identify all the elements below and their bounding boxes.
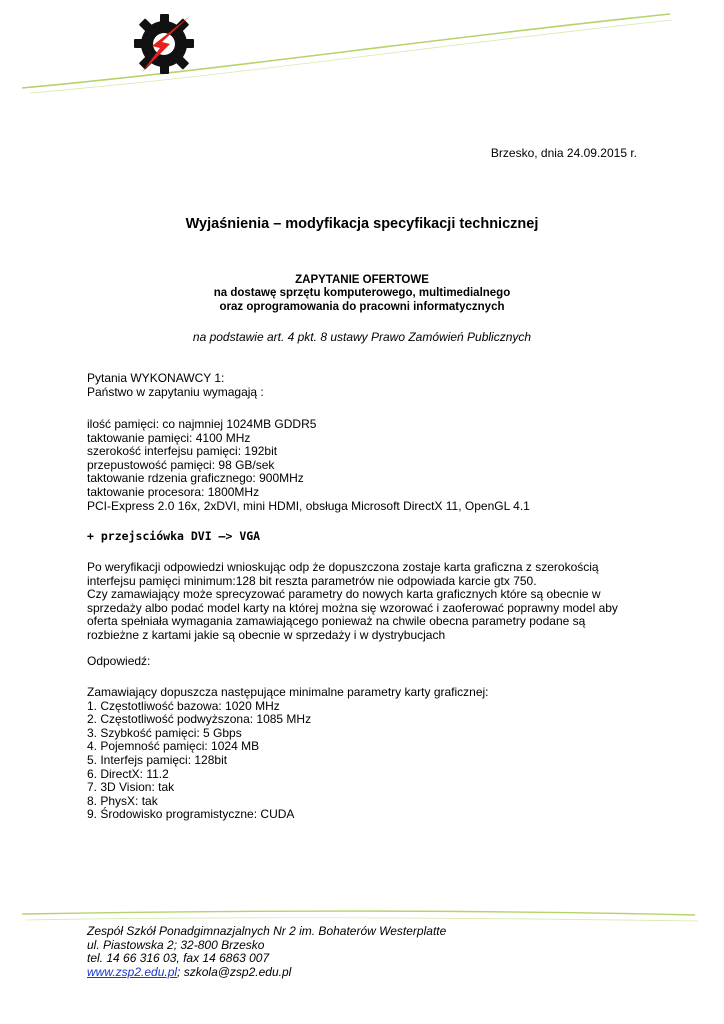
spec-item: przepustowość pamięci: 98 GB/sek — [87, 457, 275, 472]
answer-item: 7. 3D Vision: tak — [87, 780, 175, 795]
legal-basis: na podstawie art. 4 pkt. 8 ustawy Prawo Zamówień Publicznych — [192, 330, 532, 344]
spec-item: szerokość interfejsu pamięci: 192bit — [87, 444, 278, 459]
answer-item: 1. Częstotliwość bazowa: 1020 MHz — [87, 698, 280, 713]
question-line: Państwo w zapytaniu wymagają : — [87, 384, 264, 399]
spec-item: taktowanie procesora: 1800MHz — [87, 484, 260, 499]
answer-item: 4. Pojemność pamięci: 1024 MB — [87, 739, 260, 754]
inquiry-heading: ZAPYTANIE OFERTOWE — [295, 274, 429, 286]
answer-item: 8. PhysX: tak — [87, 793, 158, 808]
question-intro — [87, 372, 264, 399]
answer-item: 6. DirectX: 11.2 — [87, 766, 169, 781]
document-title: Wyjaśnienia – modyfikacja specyfikacji technicznej — [185, 216, 539, 232]
website-link[interactable]: www.zsp2.edu.pl — [87, 964, 178, 979]
analysis-line: rozbieżne z kartami jakie są obecnie w sprzedaży i w dystrybucjach — [87, 627, 446, 642]
spec-item: ilość pamięci: co najmniej 1024MB GDDR5 — [87, 417, 317, 431]
analysis-paragraph — [87, 561, 618, 643]
footer-school-name: Zespół Szkół Ponadgimnazjalnych Nr 2 im. Bohaterów Westerplatte — [87, 924, 447, 938]
email-text: szkola@zsp2.edu.pl — [180, 964, 292, 979]
spec-item: taktowanie pamięci: 4100 MHz — [87, 430, 251, 445]
adapter-requirement: + przejsciówka DVI –> VGA — [87, 529, 261, 543]
header-swoosh-line — [0, 0, 724, 110]
footer-contact — [87, 966, 446, 980]
date-line: Brzesko, dnia 24.09.2015 r. — [490, 146, 637, 160]
spec-item: taktowanie rdzenia graficznego: 900MHz — [87, 471, 304, 486]
question-line: Pytania WYKONAWCY 1: — [87, 371, 225, 385]
answer-label: Odpowiedź: — [87, 654, 151, 668]
gear-lightning-logo-icon — [132, 12, 196, 76]
analysis-line: oferta spełniała wymagania zamawiającego ponieważ na chwile obecna parametry podane są — [87, 614, 586, 629]
inquiry-block — [0, 274, 724, 314]
footer-address — [87, 925, 446, 979]
answer-item: 5. Interfejs pamięci: 128bit — [87, 752, 228, 767]
answer-item: 2. Częstotliwość podwyższona: 1085 MHz — [87, 712, 312, 727]
footer-phone: tel. 14 66 316 03, fax 14 6863 007 — [87, 951, 270, 966]
answer-intro: Zamawiający dopuszcza następujące minimalne parametry karty graficznej: — [87, 685, 489, 699]
spec-item: PCI-Express 2.0 16x, 2xDVI, mini HDMI, obsługa Microsoft DirectX 11, OpenGL 4.1 — [87, 498, 530, 513]
answer-list — [87, 686, 489, 822]
footer-separator: ; — [177, 964, 181, 979]
answer-item: 9. Środowisko programistyczne: CUDA — [87, 807, 295, 822]
analysis-line: interfejsu pamięci minimum:128 bit reszta parametrów nie odpowiada karcie gtx 750. — [87, 573, 537, 588]
footer-street: ul. Piastowska 2; 32-800 Brzesko — [87, 937, 265, 952]
analysis-line: sprzedaży albo podać model karty na której można się wzorować i zaoferować poprawny model aby — [87, 600, 618, 615]
analysis-line: Czy zamawiający może sprecyzować parametry do nowych karta graficznych które są obecnie w — [87, 587, 601, 602]
inquiry-line: oraz oprogramowania do pracowni informatycznych — [219, 300, 505, 313]
spec-list — [87, 418, 530, 513]
inquiry-line: na dostawę sprzętu komputerowego, multimedialnego — [213, 287, 511, 300]
answer-item: 3. Szybkość pamięci: 5 Gbps — [87, 725, 242, 740]
analysis-line: Po weryfikacji odpowiedzi wnioskując odp że dopuszczona zostaje karta graficzna z szerokością — [87, 560, 599, 574]
